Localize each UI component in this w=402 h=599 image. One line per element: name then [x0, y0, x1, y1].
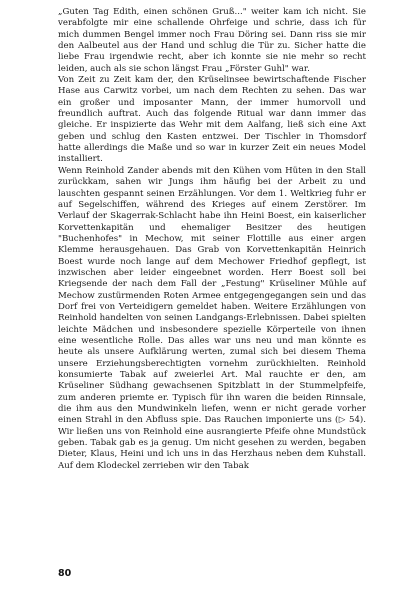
paragraph: Wenn Reinhold Zander abends mit den Kühen vom Hüten in den Stall zurückkam, sahen wir Jungs ihm häufig bei der Arbeit zu und lauschten gespannt seinen Erzählungen. Vor dem 1. Weltkrieg fuhr er auf Segelschiffen, während des Krieges auf einem Zerstörer. Im Verlauf der Skagerrak-Schlacht habe ihn Heini Boest, ein kaiserlicher Korvettenkapitän und ehemaliger Besitzer des heutigen "Buchenhofes" in Mechow, mit seiner Flottille aus einer argen Klemme herausgehauen. Das Grab von Korvettenkapitän Heinrich Boest wurde noch lange auf dem Mechower Friedhof gepflegt, ist inzwischen aber leider eingeebnet worden. Herr Boest soll bei Kriegsende der nach dem Fall der „Festung" Krüseliner Mühle auf Mechow zustürmenden Roten Armee entgegengegangen sein und das Dorf frei von Verteidigern gemeldet haben. Weitere Erzählungen von Reinhold handelten von seinen Landgangs-Erlebnissen. Dabei spielten leichte Mädchen und insbesondere spezielle Körperteile von ihnen eine wesentliche Rolle. Das alles war uns neu und man könnte es heute als unsere Aufklärung werten, zumal sich bei diesem Thema unsere Erziehungsberechtigten vornehm zurückhielten. Reinhold konsumierte Tabak auf zweierlei Art. Mal rauchte er den, am Krüseliner Südhang gewachsenen Spitzblatt in der Stummelpfeife, zum anderen priemte er. Typisch für ihn waren die beiden Rinnsale, die ihm aus den Mundwinkeln liefen, wenn er nicht gerade vorher einen Strahl in den Abfluss spie. Das Rauchen imponierte uns (▷ 54). Wir ließen uns von Reinhold eine ausrangierte Pfeife ohne Mundstück geben. Tabak gab es ja genug. Um nicht gesehen zu werden, begaben Dieter, Klaus, Heini und ich uns in das Herzhaus neben dem Kuhstall. Auf dem Klodeckel zerrieben wir den Tabak [58, 165, 366, 471]
body-text [58, 7, 366, 472]
paragraph: Von Zeit zu Zeit kam der, den Krüselinsee bewirtschaftende Fischer Hase aus Carwitz vorbei, um nach dem Rechten zu sehen. Das war ein großer und imposanter Mann, der immer humorvoll und freundlich auftrat. Auch das folgende Ritual war dann immer das gleiche. Er inspizierte das Wehr mit dem Aalfang, ließ sich eine Axt geben und schlug den Kasten entzwei. Der Tischler in Thomsdorf hatte allerdings die Maße und so war in kurzer Zeit ein neues Model installiert. [58, 75, 366, 165]
page-number: 80 [58, 568, 72, 579]
paragraph: „Guten Tag Edith, einen schönen Gruß..." weiter kam ich nicht. Sie verabfolgte mir eine schallende Ohrfeige und schrie, dass ich für mich dummen Bengel immer noch Frau Döring sei. Dann riss sie mir den Aalbeutel aus der Hand und schlug die Tür zu. Sicher hatte die liebe Frau irgendwie recht, aber ich konnte sie nie mehr so recht leiden, auch als sie schon längst Frau „Förster Guhl" war. [58, 7, 366, 74]
